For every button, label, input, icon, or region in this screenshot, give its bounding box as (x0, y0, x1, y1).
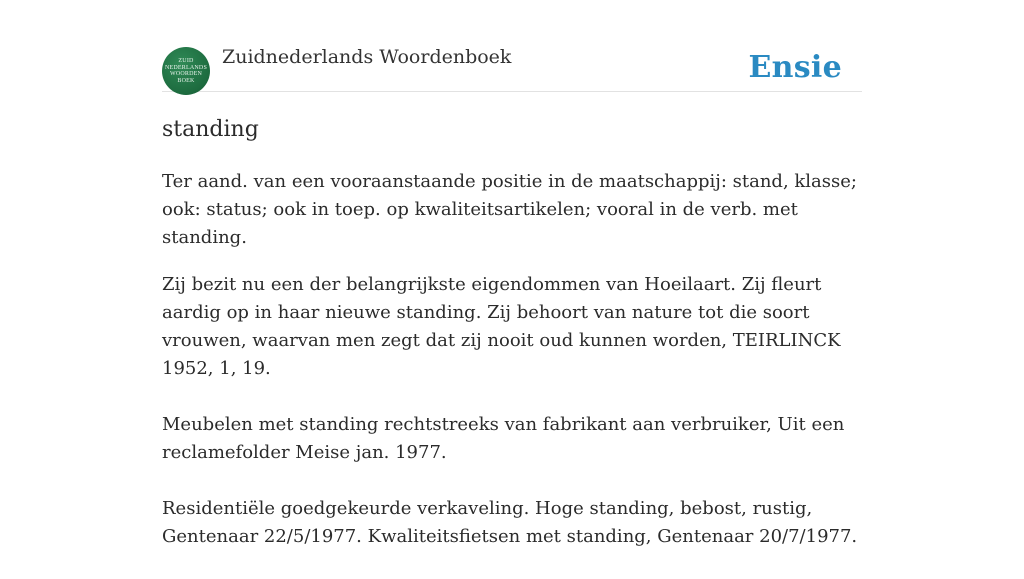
logo-line: NEDERLANDS (165, 64, 207, 71)
entry-card (162, 44, 862, 579)
headword: standing (162, 117, 259, 142)
definition: Ter aand. van een vooraanstaande positie in de maatschappij: stand, klasse; ook: status; ook in toep. op kwaliteitsartikelen; vooral in de verb. met standing. (162, 171, 857, 248)
quote: Meubelen met standing rechtstreeks van fabrikant aan verbruiker, Uit een reclamefolder Meise jan. 1977. (162, 414, 845, 463)
quotes (162, 271, 862, 551)
quote: Residentiële goedgekeurde verkaveling. Hoge standing, bebost, rustig, Gentenaar 22/5/1977. Kwaliteitsfietsen met standing, Gentenaar 20/7/1977. (162, 498, 858, 547)
dictionary-logo[interactable] (162, 47, 210, 95)
source-name[interactable]: Zuidnederlands Woordenboek (222, 46, 512, 68)
logo-line: WOORDEN (169, 71, 203, 77)
header (162, 44, 862, 92)
logo-line: ZUID (178, 58, 194, 64)
ensie-logo[interactable]: Ensie (748, 50, 842, 85)
quote: Zij bezit nu een der belangrijkste eigendommen van Hoeilaart. Zij fleurt aardig op in haar nieuwe standing. Zij behoort van nature tot die soort vrouwen, waarvan men zegt dat zij nooit oud kunnen worden, TEIRLINCK 1952, 1, 19. (162, 274, 841, 379)
logo-line: BOEK (177, 77, 195, 84)
